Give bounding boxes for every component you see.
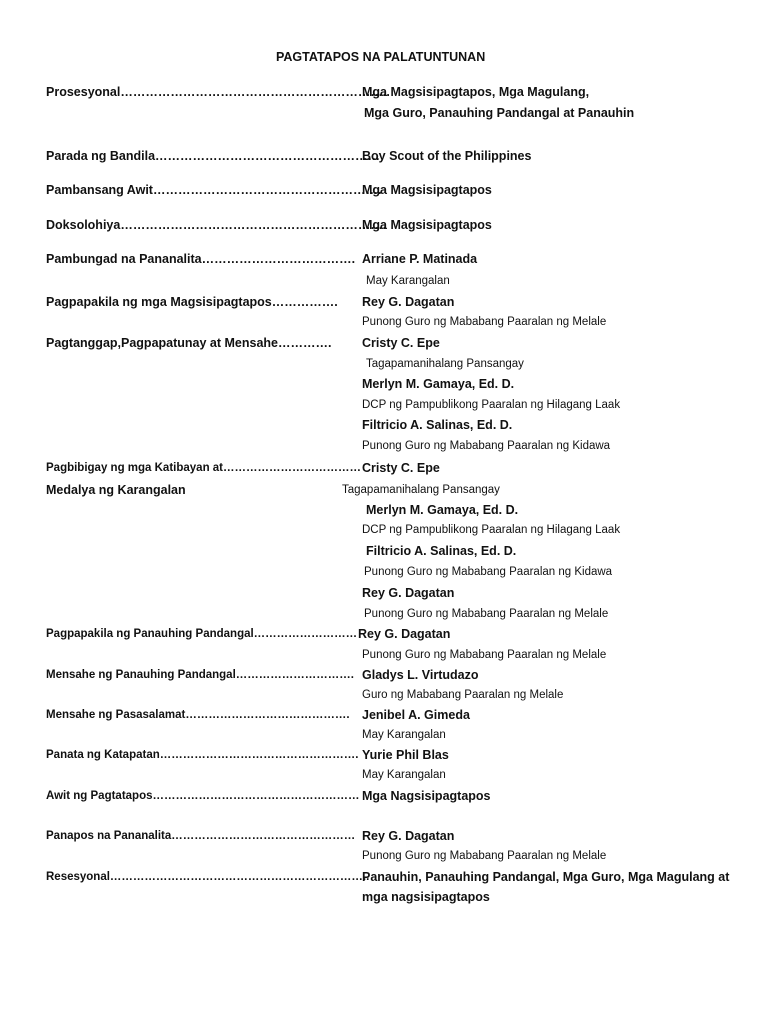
program-part: Mensahe ng Panauhing Pandangal…………………………. — [46, 669, 354, 681]
program-person: Mga Guro, Panauhing Pandangal at Panauhin — [364, 106, 635, 120]
program-role: Tagapamanihalang Pansangay — [366, 358, 524, 370]
program-person: Filtricio A. Salinas, Ed. D. — [362, 418, 513, 432]
program-person: Arriane P. Matinada — [362, 252, 478, 266]
program-person: Rey G. Dagatan — [362, 829, 455, 843]
program-person: Yurie Phil Blas — [362, 748, 449, 762]
program-part: Pambungad na Pananalita………………………………. — [46, 252, 356, 266]
program-part: Mensahe ng Pasasalamat……………………………………. — [46, 709, 350, 721]
program-role: DCP ng Pampublikong Paaralan ng Hilagang Laak — [362, 399, 621, 411]
program-role: DCP ng Pampublikong Paaralan ng Hilagang Laak — [362, 524, 621, 536]
program-role: Punong Guro ng Mababang Paaralan ng Melale — [362, 649, 607, 661]
program-person: Mga Nagsisipagtapos — [362, 789, 491, 803]
program-person: Cristy C. Epe — [362, 461, 440, 475]
program-person: Merlyn M. Gamaya, Ed. D. — [362, 377, 515, 391]
program-part: Resesyonal………………………………………………………….. — [46, 871, 370, 883]
program-role: Punong Guro ng Mababang Paaralan ng Melale — [362, 850, 607, 862]
program-person: Mga Magsisipagtapos — [362, 183, 492, 197]
program-person: Gladys L. Virtudazo — [362, 668, 479, 682]
program-person: Jenibel A. Gimeda — [362, 708, 470, 722]
program-person: Filtricio A. Salinas, Ed. D. — [366, 544, 517, 558]
program-person: mga nagsisipagtapos — [362, 890, 490, 904]
program-person: Mga Magsisipagtapos — [362, 218, 492, 232]
program-role: Tagapamanihalang Pansangay — [342, 484, 500, 496]
program-role: May Karangalan — [362, 769, 446, 781]
program-role: Punong Guro ng Mababang Paaralan ng Kidawa — [362, 440, 611, 452]
program-role: Punong Guro ng Mababang Paaralan ng Melale — [362, 316, 607, 328]
program-person: Boy Scout of the Philippines — [362, 149, 532, 163]
program-person: Cristy C. Epe — [362, 336, 440, 350]
program-person: Rey G. Dagatan — [362, 295, 455, 309]
program-part: Pagpapakila ng mga Magsisipagtapos……………. — [46, 295, 338, 309]
program-person: Rey G. Dagatan — [362, 586, 455, 600]
program-part: Awit ng Pagtatapos……………………………………………… — [46, 790, 360, 802]
program-part: Panapos na Pananalita………………………………………… — [46, 830, 356, 842]
program-part: Panata ng Katapatan……………………………………………. — [46, 749, 359, 761]
program-part: Pambansang Awit………………………………………………. — [46, 183, 382, 197]
program-role: May Karangalan — [362, 729, 446, 741]
program-role: May Karangalan — [366, 275, 450, 287]
page-title: PAGTATAPOS NA PALATUNTUNAN — [276, 50, 486, 64]
program-person: Mga Magsisipagtapos, Mga Magulang, — [362, 85, 590, 99]
program-part: Parada ng Bandila……………………………………………… — [46, 149, 381, 163]
program-part: Pagbibigay ng mga Katibayan at……………………………… — [46, 462, 362, 474]
program-part: Doksolohiya………………………………………………………. — [46, 218, 387, 232]
program-person: Rey G. Dagatan — [358, 627, 451, 641]
program-person: Merlyn M. Gamaya, Ed. D. — [366, 503, 519, 517]
program-role: Punong Guro ng Mababang Paaralan ng Melale — [364, 608, 609, 620]
program-part: Pagtanggap,Pagpapatunay at Mensahe…………. — [46, 336, 332, 350]
program-role: Punong Guro ng Mababang Paaralan ng Kidawa — [364, 566, 613, 578]
program-part: Pagpapakila ng Panauhing Pandangal……………………… — [46, 628, 358, 640]
program-part: Medalya ng Karangalan — [46, 483, 186, 497]
program-person: Panauhin, Panauhing Pandangal, Mga Guro, Mga Magulang at — [362, 870, 730, 884]
program-role: Guro ng Mababang Paaralan ng Melale — [362, 689, 564, 701]
program-part: Prosesyonal……………………………………………………….. — [46, 85, 390, 99]
